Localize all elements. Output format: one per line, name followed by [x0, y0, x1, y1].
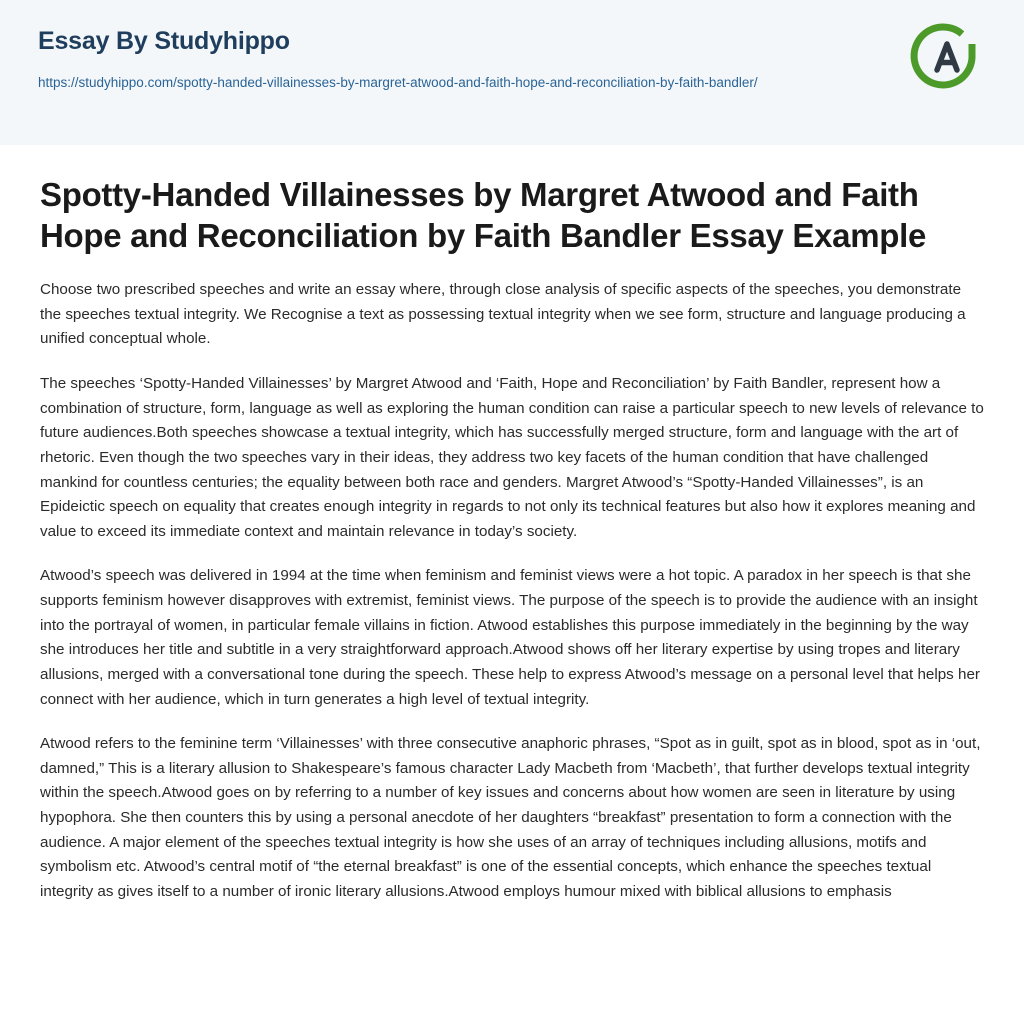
page-title: Spotty-Handed Villainesses by Margret Atwood and Faith Hope and Reconciliation by Faith Bandler Essay Example	[40, 176, 927, 254]
article-paragraph: Atwood refers to the feminine term ‘Villainesses’ with three consecutive anaphoric phrases, “Spot as in guilt, spot as in blood, spot as in ‘out, damned,” This is a literary allusion to Shakespeare’s famous character Lady Macbeth from ‘Macbeth’, that further develops textual integrity within the speech.Atwood goes on by referring to a number of key issues and concerns about how women are seen in literature by using hypophora. She then counters this by using a personal anecdote of her daughters “breakfast” presentation to form a connection with the audience. A major element of the speeches textual integrity is how she uses of an array of techniques including allusions, motifs and symbolism etc. Atwood’s central motif of “the eternal breakfast” is one of the essential concepts, which enhance the speeches textual integrity as gives itself to a number of ironic literary allusions.Atwood employs humour mixed with biblical allusions to emphasis	[40, 735, 981, 900]
site-header	[0, 0, 1024, 145]
article-paragraph: Choose two prescribed speeches and write an essay where, through close analysis of specific aspects of the speeches, you demonstrate the speeches textual integrity. We Recognise a text as possessing textual integrity when we see form, structure and language producing a unified conceptual whole.	[40, 281, 966, 348]
site-brand: Essay By Studyhippo	[38, 27, 290, 55]
circle-a-logo-icon	[910, 22, 984, 96]
article-content	[0, 145, 1024, 935]
source-url-link[interactable]: https://studyhippo.com/spotty-handed-villainesses-by-margret-atwood-and-faith-hope-and-reconciliation-by-faith-bandler/	[38, 74, 758, 90]
article-paragraph: The speeches ‘Spotty-Handed Villainesses’ by Margret Atwood and ‘Faith, Hope and Reconciliation’ by Faith Bandler, represent how a combination of structure, form, language as well as exploring the human condition can raise a particular speech to new levels of relevance to future audiences.Both speeches showcase a textual integrity, which has successfully merged structure, form and language with the art of rhetoric. Even though the two speeches vary in their ideas, they address two key facets of the human condition that have challenged mankind for countless centuries; the equality between both race and genders. Margret Atwood’s “Spotty-Handed Villainesses”, is an Epideictic speech on equality that creates enough integrity in regards to not only its technical features but also how it explores meaning and value to exceed its immediate context and maintain relevance in today’s society.	[40, 375, 984, 540]
article-paragraph: Atwood’s speech was delivered in 1994 at the time when feminism and feminist views were a hot topic. A paradox in her speech is that she supports feminism however disapproves with extremist, feminist views. The purpose of the speech is to provide the audience with an insight into the portrayal of women, in particular female villains in fiction. Atwood establishes this purpose immediately in the beginning by the way she introduces her title and subtitle in a very straightforward approach.Atwood shows off her literary expertise by using tropes and literary allusions, merged with a conversational tone during the speech. These help to express Atwood’s message on a personal level that helps her connect with her audience, which in turn generates a high level of textual integrity.	[40, 567, 980, 708]
